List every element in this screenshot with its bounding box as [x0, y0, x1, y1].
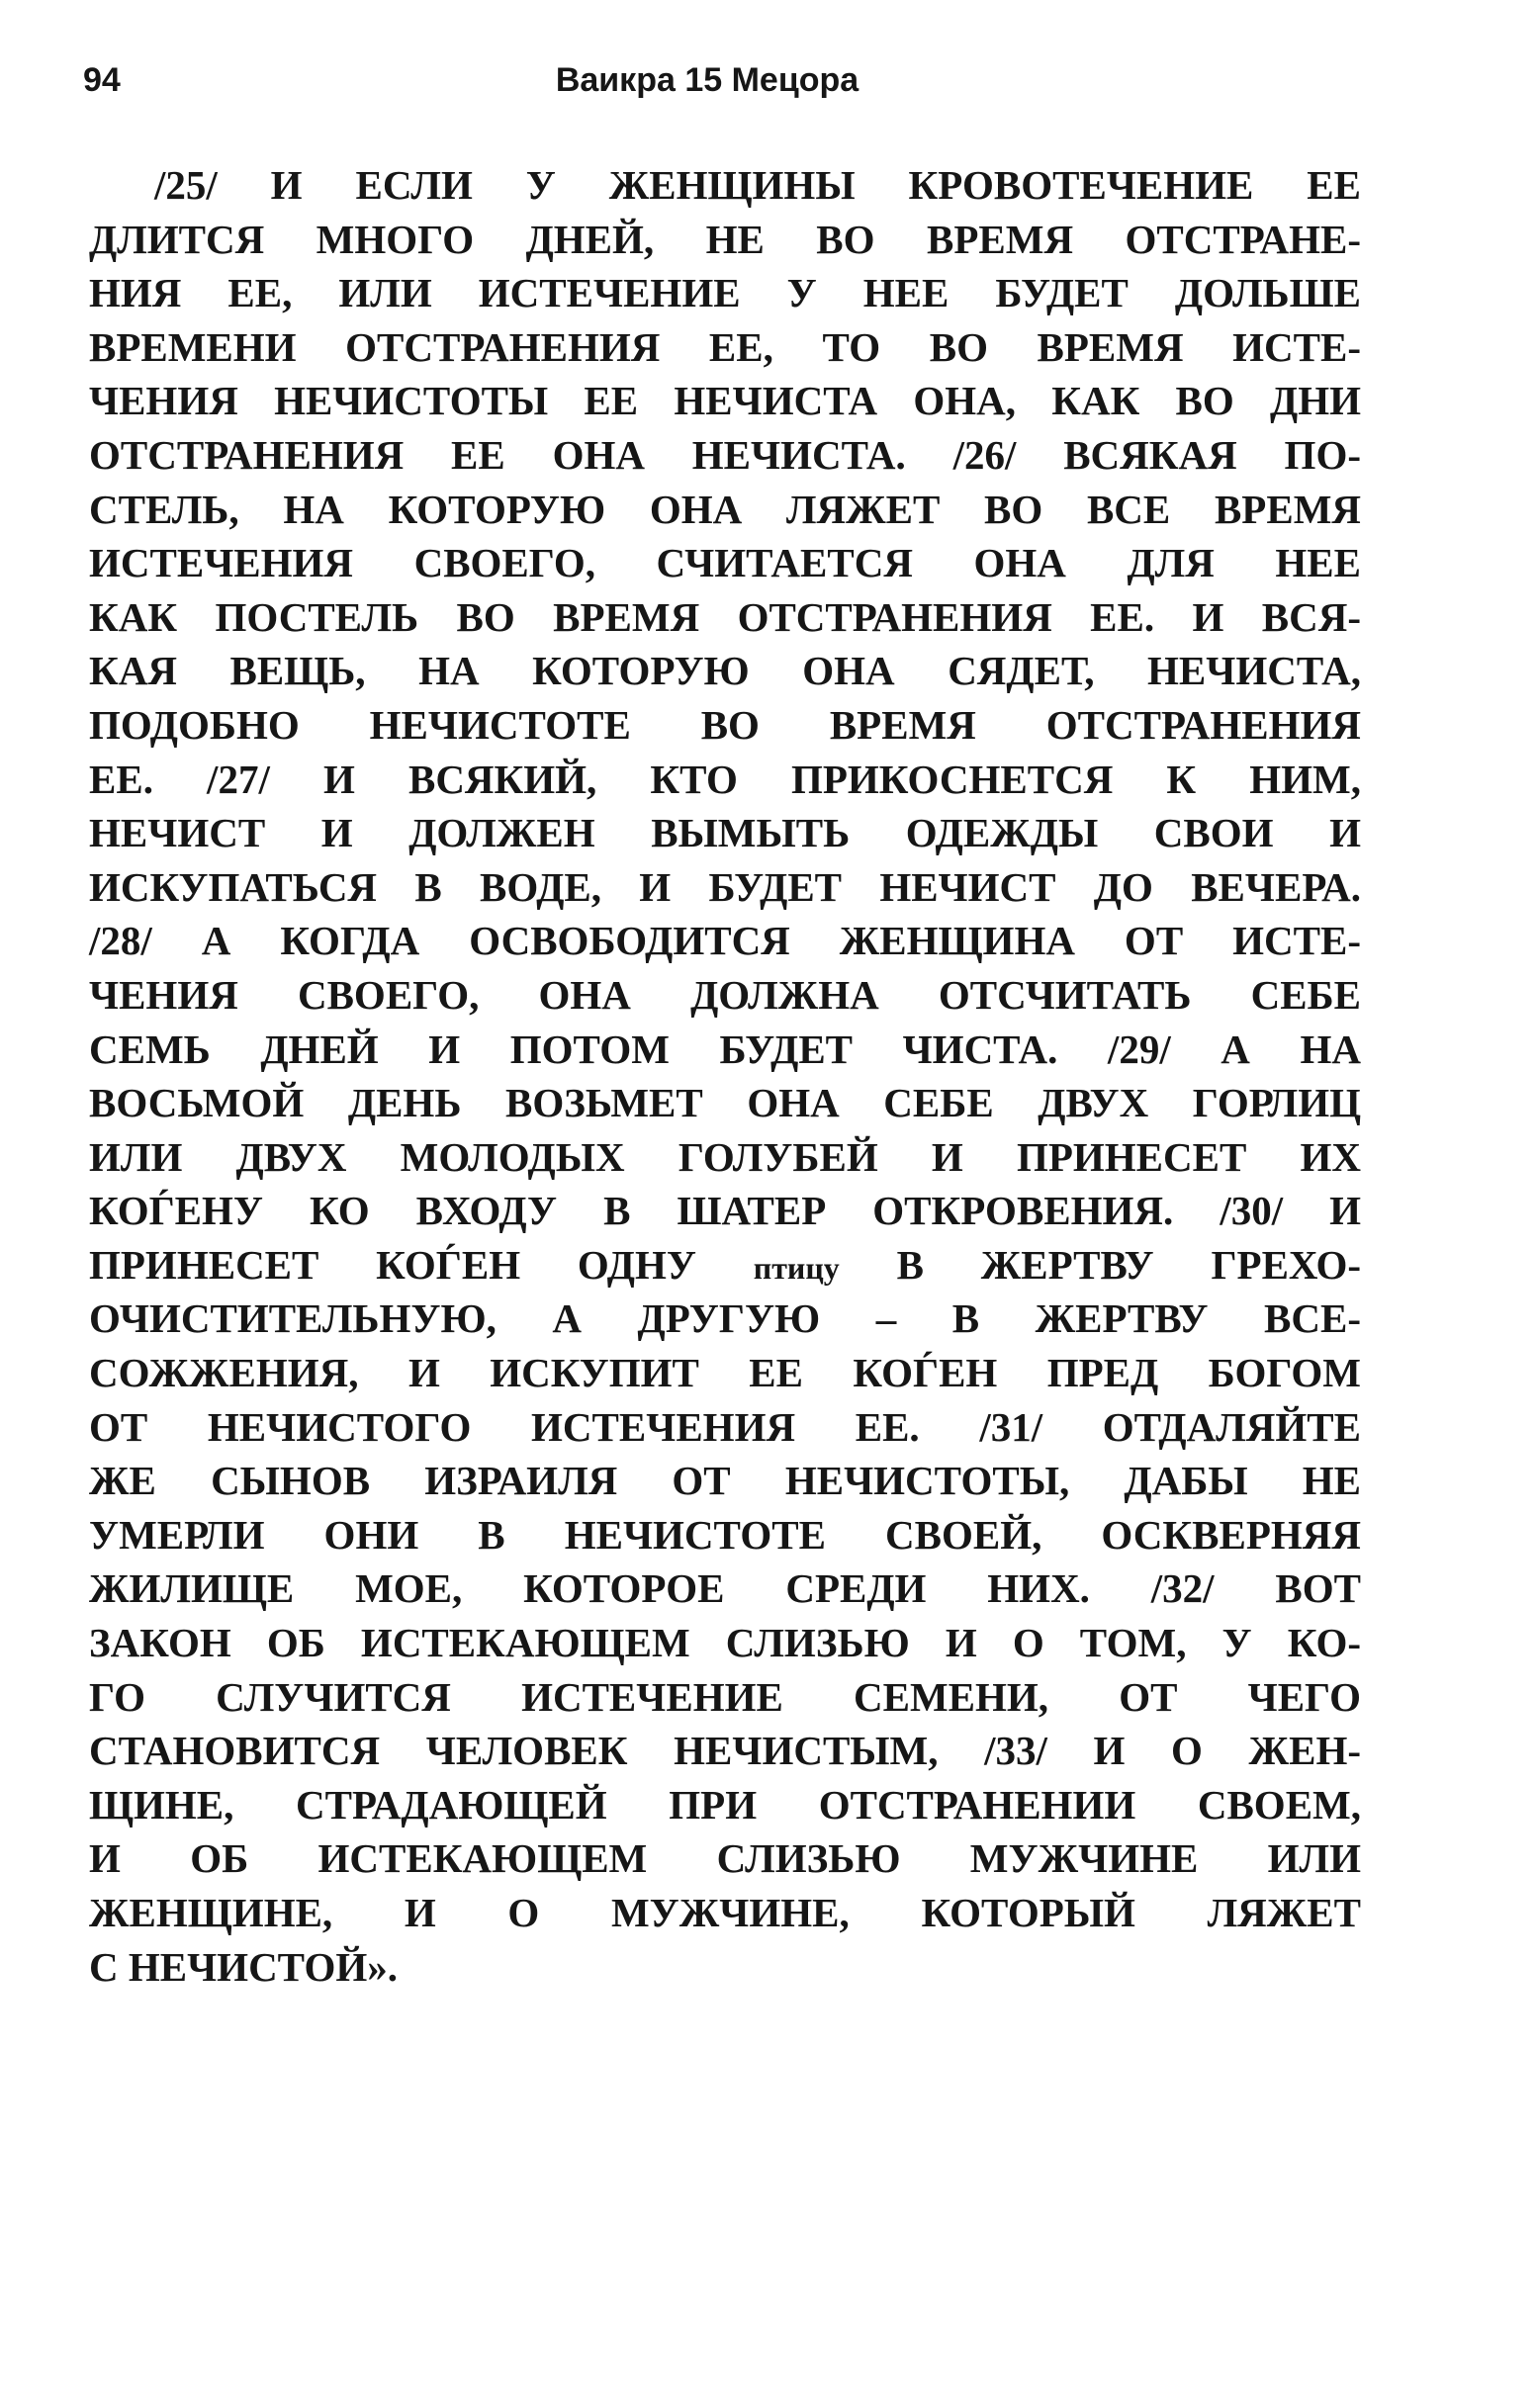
text-line: ИСКУПАТЬСЯ В ВОДЕ, И БУДЕТ НЕЧИСТ ДО ВЕЧЕРА.	[89, 863, 1361, 910]
text-line: ИСТЕЧЕНИЯ СВОЕГО, СЧИТАЕТСЯ ОНА ДЛЯ НЕЕ	[89, 540, 1361, 586]
text-line: КАК ПОСТЕЛЬ ВО ВРЕМЯ ОТСТРАНЕНИЯ ЕЕ. И ВСЯ-	[89, 593, 1361, 640]
body-text	[89, 158, 1361, 1994]
text-line: НЕЧИСТ И ДОЛЖЕН ВЫМЫТЬ ОДЕЖДЫ СВОИ И	[89, 810, 1361, 856]
text-line: ЗАКОН ОБ ИСТЕКАЮЩЕМ СЛИЗЬЮ И О ТОМ, У КО-	[89, 1620, 1361, 1666]
text-line: /28/ А КОГДА ОСВОБОДИТСЯ ЖЕНЩИНА ОТ ИСТЕ-	[89, 918, 1361, 964]
text-line: УМЕРЛИ ОНИ В НЕЧИСТОТЕ СВОЕЙ, ОСКВЕРНЯЯ	[89, 1511, 1361, 1558]
text-line: СТАНОВИТСЯ ЧЕЛОВЕК НЕЧИСТЫМ, /33/ И О ЖЕН-	[89, 1728, 1361, 1774]
text-line: ЖЕ СЫНОВ ИЗРАИЛЯ ОТ НЕЧИСТОТЫ, ДАБЫ НЕ	[89, 1458, 1361, 1504]
running-title: Ваикра 15 Мецора	[555, 61, 859, 99]
text-line: ЕЕ. /27/ И ВСЯКИЙ, КТО ПРИКОСНЕТСЯ К НИМ,	[89, 756, 1361, 802]
text-line: ЧЕНИЯ СВОЕГО, ОНА ДОЛЖНА ОТСЧИТАТЬ СЕБЕ	[89, 971, 1361, 1018]
text-line: ЖИЛИЩЕ МОЕ, КОТОРОЕ СРЕДИ НИХ. /32/ ВОТ	[89, 1565, 1361, 1612]
text-line: ВОСЬМОЙ ДЕНЬ ВОЗЬМЕТ ОНА СЕБЕ ДВУХ ГОРЛИЦ	[89, 1080, 1361, 1126]
page-number: 94	[83, 61, 121, 99]
text-line: ЧЕНИЯ НЕЧИСТОТЫ ЕЕ НЕЧИСТА ОНА, КАК ВО ДНИ	[89, 378, 1361, 424]
text-line: ОТ НЕЧИСТОГО ИСТЕЧЕНИЯ ЕЕ. /31/ ОТДАЛЯЙТЕ	[89, 1403, 1361, 1450]
text-line: СОЖЖЕНИЯ, И ИСКУПИТ ЕЕ КОЃЕН ПРЕД БОГОМ	[89, 1350, 1361, 1396]
text-line: ПРИНЕСЕТ КОЃЕН ОДНУ птицу В ЖЕРТВУ ГРЕХО-	[89, 1241, 1361, 1288]
text-line: И ОБ ИСТЕКАЮЩЕМ СЛИЗЬЮ МУЖЧИНЕ ИЛИ	[89, 1835, 1361, 1882]
text-line: /25/ И ЕСЛИ У ЖЕНЩИНЫ КРОВОТЕЧЕНИЕ ЕЕ	[154, 162, 1361, 208]
text-line: СТЕЛЬ, НА КОТОРУЮ ОНА ЛЯЖЕТ ВО ВСЕ ВРЕМЯ	[89, 486, 1361, 532]
text-line: СЕМЬ ДНЕЙ И ПОТОМ БУДЕТ ЧИСТА. /29/ А НА	[89, 1026, 1361, 1072]
text-line: ПОДОБНО НЕЧИСТОТЕ ВО ВРЕМЯ ОТСТРАНЕНИЯ	[89, 701, 1361, 748]
text-line: ОТСТРАНЕНИЯ ЕЕ ОНА НЕЧИСТА. /26/ ВСЯКАЯ ПО-	[89, 431, 1361, 478]
text-line: ДЛИТСЯ МНОГО ДНЕЙ, НЕ ВО ВРЕМЯ ОТСТРАНЕ-	[89, 216, 1361, 262]
text-line: ЩИНЕ, СТРАДАЮЩЕЙ ПРИ ОТСТРАНЕНИИ СВОЕМ,	[89, 1781, 1361, 1828]
text-line: ВРЕМЕНИ ОТСТРАНЕНИЯ ЕЕ, ТО ВО ВРЕМЯ ИСТЕ-	[89, 323, 1361, 370]
text-line: КАЯ ВЕЩЬ, НА КОТОРУЮ ОНА СЯДЕТ, НЕЧИСТА,	[89, 648, 1361, 694]
lowercase-word: птицу	[753, 1249, 840, 1286]
text-line: С НЕЧИСТОЙ».	[89, 1943, 399, 1990]
text-line: НИЯ ЕЕ, ИЛИ ИСТЕЧЕНИЕ У НЕЕ БУДЕТ ДОЛЬШЕ	[89, 270, 1361, 316]
text-line: ОЧИСТИТЕЛЬНУЮ, А ДРУГУЮ – В ЖЕРТВУ ВСЕ-	[89, 1295, 1361, 1342]
text-line: ГО СЛУЧИТСЯ ИСТЕЧЕНИЕ СЕМЕНИ, ОТ ЧЕГО	[89, 1673, 1361, 1720]
text-line: КОЃЕНУ КО ВХОДУ В ШАТЕР ОТКРОВЕНИЯ. /30/ И	[89, 1188, 1361, 1234]
text-line: ЖЕНЩИНЕ, И О МУЖЧИНЕ, КОТОРЫЙ ЛЯЖЕТ	[89, 1890, 1361, 1935]
text-line: ИЛИ ДВУХ МОЛОДЫХ ГОЛУБЕЙ И ПРИНЕСЕТ ИХ	[89, 1133, 1361, 1180]
